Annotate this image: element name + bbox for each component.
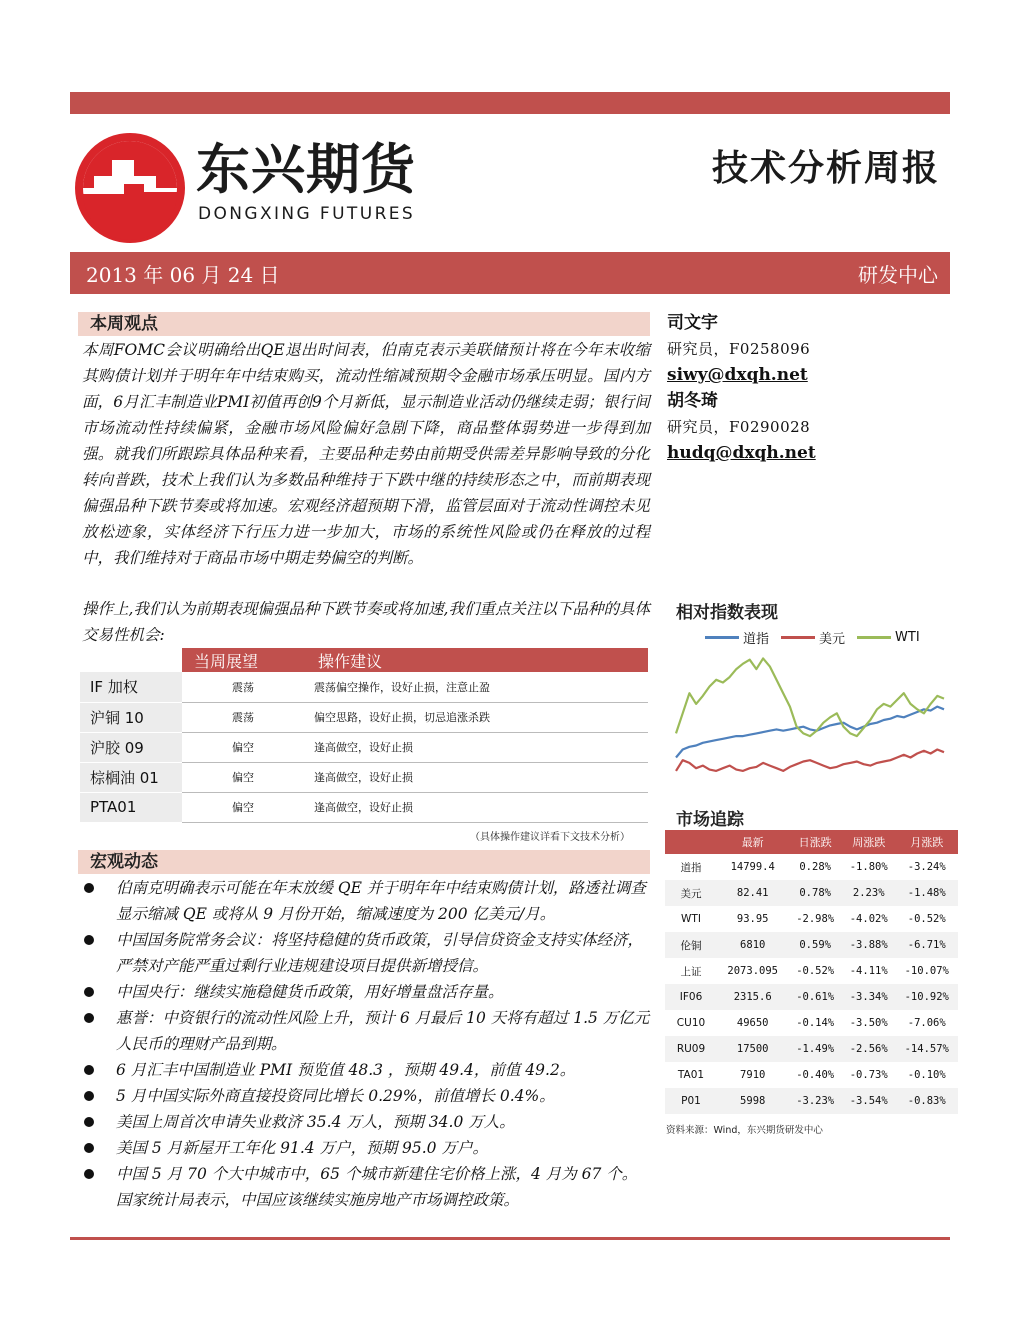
market-name: CU10: [665, 1010, 717, 1036]
macro-item-text: 美国上周首次申请失业救济 35.4 万人，预期 34.0 万人。: [116, 1113, 515, 1131]
market-col-daily: 日涨跌: [788, 830, 842, 854]
legend-label: 美元: [819, 632, 846, 647]
section-heading-macro: 宏观动态: [78, 850, 650, 874]
series-line-1: [676, 750, 944, 771]
operation-col-advice: 操作建议: [302, 648, 648, 672]
operation-intro-paragraph: 操作上,我们认为前期表现偏强品种下跌节奏或将加速,我们重点关注以下品种的具体交易性机会:: [82, 600, 650, 644]
legend-label: WTI: [895, 630, 920, 645]
relative-index-chart: [670, 645, 950, 795]
author-id: 研究员，F0290028: [667, 418, 811, 436]
legend-item: [857, 630, 920, 645]
table-row: [80, 732, 648, 762]
list-item: [82, 1135, 652, 1161]
market-name: RU09: [665, 1036, 717, 1062]
product-name: IF 加权: [80, 672, 182, 702]
market-daily: -0.14%: [788, 1010, 842, 1036]
macro-item-text: 伯南克明确表示可能在年末放缓 QE 并于明年年中结束购债计划，路透社调查显示缩减 QE 或将从 9 月份开始，缩减速度为 200 亿美元/月。: [116, 879, 646, 923]
list-item: [82, 1057, 652, 1083]
bullet-icon: [84, 883, 94, 893]
list-item: [82, 875, 652, 927]
macro-item-text: 5 月中国实际外商直接投资同比增长 0.29%，前值增长 0.4%。: [116, 1087, 555, 1105]
product-name: 沪铜 10: [80, 702, 182, 732]
market-col-last: 最新: [717, 830, 788, 854]
company-logo-icon: [72, 130, 188, 246]
author-block: [667, 310, 927, 466]
table-row: [665, 880, 958, 906]
market-weekly: -4.11%: [842, 958, 896, 984]
market-table: [665, 830, 958, 1114]
operation-table: [80, 648, 648, 823]
bullet-icon: [84, 1091, 94, 1101]
market-daily: 0.78%: [788, 880, 842, 906]
table-row: [80, 702, 648, 732]
market-name: IF06: [665, 984, 717, 1010]
table-row: [80, 672, 648, 702]
legend-swatch: [705, 636, 739, 639]
table-row: [665, 1036, 958, 1062]
product-view: 偏空: [182, 732, 302, 762]
market-weekly: -4.02%: [842, 906, 896, 932]
legend-swatch: [857, 636, 891, 639]
section-heading-view: 本周观点: [78, 312, 650, 336]
list-item: [82, 927, 652, 979]
market-last: 6810: [717, 932, 788, 958]
market-daily: -0.61%: [788, 984, 842, 1010]
bullet-icon: [84, 1065, 94, 1075]
report-title: 技术分析周报: [711, 147, 940, 189]
market-last: 2315.6: [717, 984, 788, 1010]
market-daily: -1.49%: [788, 1036, 842, 1062]
table-row: [665, 1088, 958, 1114]
view-paragraph: 本周FOMC会议明确给出QE退出时间表，伯南克表示美联储预计将在今年末收缩其购债计划并于明年年中结束购买，流动性缩减预期令金融市场承压明显。国内方面，6月汇丰制造业PMI初值再创9个月新低，显示制造业活动仍继续走弱；银行间市场流动性持续偏紧，金融市场风险偏好急剧下降，商品整体弱势进一步得到加强。就我们所跟踪具体品种来看，主要品种走势由前期受供需差异影响导致的分化转向普跌，技术上我们认为多数品种维持于下跌中继的持续形态之中，而前期表现偏强品种下跌节奏或将加速。宏观经济超预期下滑，监管层面对于流动性调控未见放松迹象，实体经济下行压力进一步加大，市场的系统性风险或仍在释放的过程中，我们维持对于商品市场中期走势偏空的判断。: [82, 341, 650, 567]
department-label: 研发中心: [858, 262, 938, 287]
author-email-link[interactable]: siwy@dxqh.net: [667, 365, 808, 385]
market-name: TA01: [665, 1062, 717, 1088]
market-weekly: -2.56%: [842, 1036, 896, 1062]
market-monthly: -10.92%: [895, 984, 958, 1010]
author-id: 研究员，F0258096: [667, 340, 811, 358]
table-row: [665, 1010, 958, 1036]
market-monthly: -7.06%: [895, 1010, 958, 1036]
chart-heading: 相对指数表现: [676, 603, 778, 623]
market-last: 49650: [717, 1010, 788, 1036]
company-name-cn: 东兴期货: [196, 138, 416, 201]
market-last: 2073.095: [717, 958, 788, 984]
macro-item-text: 中国国务院常务会议：将坚持稳健的货币政策，引导信贷资金支持实体经济，严禁对产能严重过剩行业违规建设项目提供新增授信。: [116, 931, 644, 975]
market-weekly: -3.34%: [842, 984, 896, 1010]
market-col-monthly: 月涨跌: [895, 830, 958, 854]
market-monthly: -14.57%: [895, 1036, 958, 1062]
market-heading: 市场追踪: [676, 810, 744, 830]
bottom-divider: [70, 1237, 950, 1240]
list-item: [82, 1005, 652, 1057]
table-row: [665, 1062, 958, 1088]
table-row: [80, 792, 648, 822]
market-name: WTI: [665, 906, 717, 932]
bullet-icon: [84, 1143, 94, 1153]
bullet-icon: [84, 987, 94, 997]
market-last: 17500: [717, 1036, 788, 1062]
author-email-link[interactable]: hudq@dxqh.net: [667, 443, 816, 463]
market-monthly: -10.07%: [895, 958, 958, 984]
table-row: [80, 762, 648, 792]
product-advice: 逢高做空，设好止损: [302, 762, 648, 792]
list-item: [82, 1161, 652, 1213]
macro-item-text: 美国 5 月新屋开工年化 91.4 万户，预期 95.0 万户。: [116, 1139, 488, 1157]
series-line-2: [676, 658, 944, 736]
bullet-icon: [84, 1013, 94, 1023]
market-daily: -2.98%: [788, 906, 842, 932]
list-item: [82, 1109, 652, 1135]
market-last: 7910: [717, 1062, 788, 1088]
legend-label: 道指: [743, 632, 770, 647]
product-view: 震荡: [182, 672, 302, 702]
author-name: 胡冬琦: [667, 391, 718, 411]
market-weekly: 2.23%: [842, 880, 896, 906]
series-line-0: [676, 707, 944, 758]
product-name: 棕榈油 01: [80, 762, 182, 792]
product-advice: 偏空思路，设好止损，切忌追涨杀跌: [302, 702, 648, 732]
market-col-name: [665, 830, 717, 854]
market-name: 上证: [665, 958, 717, 984]
market-col-weekly: 周涨跌: [842, 830, 896, 854]
product-advice: 逢高做空，设好止损: [302, 732, 648, 762]
table-row: [665, 854, 958, 880]
bullet-icon: [84, 1169, 94, 1179]
macro-item-text: 中国央行：继续实施稳健货币政策，用好增量盘活存量。: [116, 983, 504, 1001]
date-banner: [70, 252, 950, 294]
table-row: [665, 984, 958, 1010]
market-last: 5998: [717, 1088, 788, 1114]
market-name: P01: [665, 1088, 717, 1114]
operation-col-view: 当周展望: [182, 648, 302, 672]
market-weekly: -0.73%: [842, 1062, 896, 1088]
market-daily: -0.40%: [788, 1062, 842, 1088]
top-banner-bar: [70, 92, 950, 114]
market-daily: 0.28%: [788, 854, 842, 880]
company-name-en: DONGXING FUTURES: [198, 204, 416, 224]
table-row: [665, 958, 958, 984]
table-row: [665, 906, 958, 932]
market-weekly: -1.80%: [842, 854, 896, 880]
product-view: 偏空: [182, 792, 302, 822]
table-row: [665, 932, 958, 958]
market-last: 82.41: [717, 880, 788, 906]
market-name: 美元: [665, 880, 717, 906]
market-weekly: -3.88%: [842, 932, 896, 958]
report-date: 2013 年 06 月 24 日: [86, 262, 280, 287]
macro-item-text: 中国 5 月 70 个大中城市中，65 个城市新建住宅价格上涨，4 月为 67 个。国家统计局表示，中国应该继续实施房地产市场调控政策。: [116, 1165, 638, 1209]
market-monthly: -0.52%: [895, 906, 958, 932]
market-monthly: -1.48%: [895, 880, 958, 906]
market-monthly: -0.83%: [895, 1088, 958, 1114]
list-item: [82, 1083, 652, 1109]
market-last: 93.95: [717, 906, 788, 932]
product-view: 震荡: [182, 702, 302, 732]
market-name: 伦铜: [665, 932, 717, 958]
list-item: [82, 979, 652, 1005]
product-advice: 震荡偏空操作，设好止损，注意止盈: [302, 672, 648, 702]
product-name: PTA01: [80, 792, 182, 822]
product-name: 沪胶 09: [80, 732, 182, 762]
market-source-note: 资料来源：Wind，东兴期货研发中心: [666, 1125, 823, 1136]
market-daily: -3.23%: [788, 1088, 842, 1114]
market-weekly: -3.50%: [842, 1010, 896, 1036]
bullet-icon: [84, 935, 94, 945]
operation-note: （具体操作建议详看下文技术分析）: [470, 832, 630, 843]
market-monthly: -3.24%: [895, 854, 958, 880]
product-view: 偏空: [182, 762, 302, 792]
market-daily: -0.52%: [788, 958, 842, 984]
macro-item-text: 惠誉：中资银行的流动性风险上升，预计 6 月最后 10 天将有超过 1.5 万亿元人民币的理财产品到期。: [116, 1009, 650, 1053]
legend-swatch: [781, 636, 815, 639]
bullet-icon: [84, 1117, 94, 1127]
macro-item-text: 6 月汇丰中国制造业 PMI 预览值 48.3 ，预期 49.4，前值 49.2。: [116, 1061, 576, 1079]
market-monthly: -6.71%: [895, 932, 958, 958]
market-name: 道指: [665, 854, 717, 880]
macro-news-list: [82, 875, 652, 1213]
market-last: 14799.4: [717, 854, 788, 880]
market-weekly: -3.54%: [842, 1088, 896, 1114]
market-daily: 0.59%: [788, 932, 842, 958]
operation-table-corner: [80, 648, 182, 672]
product-advice: 逢高做空，设好止损: [302, 792, 648, 822]
author-name: 司文宇: [667, 313, 718, 333]
market-monthly: -0.10%: [895, 1062, 958, 1088]
